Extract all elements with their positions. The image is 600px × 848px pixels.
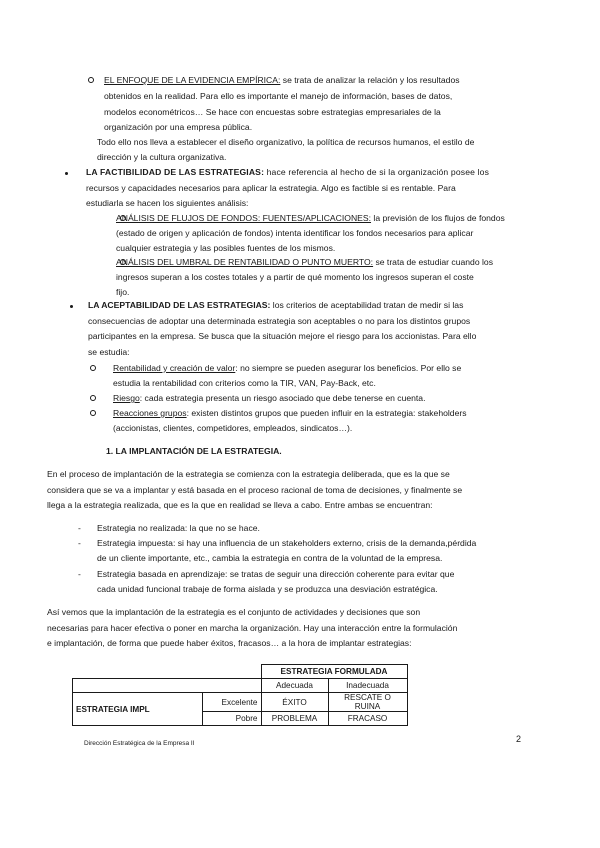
text-line: fijo.	[116, 287, 130, 297]
table-cell: RESCATE O RUINA	[328, 693, 407, 712]
acceptability-title: LA ACEPTABILIDAD DE LAS ESTRATEGIAS:	[88, 300, 271, 310]
text-line: : no siempre se pueden asegurar los beneficios. Por ello se	[235, 363, 462, 373]
text-line: necesarias para hacer efectiva o poner en marcha la organización. Hay una interacción entre la formulación	[47, 623, 458, 633]
text-line: (estado de origen y aplicación de fondos) intenta identificar los fondos necesarios para aplicar	[116, 228, 474, 238]
dash-marker: -	[78, 523, 81, 533]
circle-bullet-icon	[88, 73, 94, 89]
text-line: recursos y capacidades necesarios para aplicar la estrategia. Algo es factible si es rentable. Para	[86, 183, 456, 193]
circle-bullet-icon	[90, 391, 96, 407]
inadequate-header: Inadecuada	[328, 679, 407, 693]
section-heading: 1. LA IMPLANTACIÓN DE LA ESTRATEGIA.	[106, 446, 282, 456]
profitability-line	[113, 361, 461, 377]
text-line: : existen distintos grupos que pueden influir en la estrategia: stakeholders	[186, 408, 467, 418]
table-cell: ÉXITO	[261, 693, 328, 712]
text-line: estudia la rentabilidad con criterios como la TIR, VAN, Pay-Back, etc.	[113, 378, 376, 388]
group-reactions-line	[113, 406, 467, 422]
text-line: En el proceso de implantación de la estrategia se comienza con la estrategia deliberada, que es la que se	[47, 469, 450, 479]
text-line: se estudia:	[88, 347, 130, 357]
text-line: cualquier estrategia y las posibles fuentes de los mismos.	[116, 243, 336, 253]
feasibility-title: LA FACTIBILIDAD DE LAS ESTRATEGIAS:	[86, 167, 265, 177]
text-line: Estrategia impuesta: si hay una influencia de un stakeholders externo, crisis de la demanda,pérdida	[97, 538, 477, 548]
breakeven-title: ANÁLISIS DEL UMBRAL DE RENTABILIDAD O PUNTO MUERTO:	[116, 257, 374, 267]
text-line: llega a la estrategia realizada, que es la que en realidad se lleva a cabo. Entre ambas se encuentran:	[47, 500, 433, 510]
text-line: Estrategia basada en aprendizaje: se tratas de seguir una dirección coherente para evitar que	[97, 569, 455, 579]
poor-row-label: Pobre	[203, 712, 262, 726]
text-line: Así vemos que la implantación de la estrategia es el conjunto de actividades y decisiones que son	[47, 607, 421, 617]
page-number: 2	[516, 734, 522, 744]
implemented-header: ESTRATEGIA IMPL	[73, 693, 203, 726]
circle-bullet-icon	[90, 361, 96, 377]
bullet-dot-icon	[70, 298, 73, 314]
text-line: (accionistas, clientes, competidores, empleados, sindicatos…).	[113, 423, 353, 433]
text-line: Estrategia no realizada: la que no se hace.	[97, 523, 260, 533]
footer-text: Dirección Estratégica de la Empresa II	[84, 740, 195, 747]
text-line: hace referencia al hecho de si la organización posee los	[264, 167, 490, 177]
text-line: se trata de analizar la relación y los resultados	[280, 75, 460, 85]
table-cell: FRACASO	[328, 712, 407, 726]
text-line: de un cliente importante, etc., cambia la estrategia en contra de la voluntad de la empresa.	[97, 553, 443, 563]
text-line: dirección y la cultura organizativa.	[97, 152, 227, 162]
text-line: Todo ello nos lleva a establecer el diseño organizativo, la política de recursos humanos, el estilo de	[97, 137, 475, 147]
excellent-row-label: Excelente	[203, 693, 262, 712]
empirical-approach-title: EL ENFOQUE DE LA EVIDENCIA EMPÍRICA:	[104, 75, 281, 85]
empirical-approach-line	[104, 73, 460, 89]
text-line: cada unidad funcional trabaje de forma aislada y se produzca una desviación estratégica.	[97, 584, 438, 594]
dash-marker: -	[78, 569, 81, 579]
table-cell: PROBLEMA	[261, 712, 328, 726]
formulated-header: ESTRATEGIA FORMULADA	[261, 665, 407, 679]
text-line: : cada estrategia presenta un riesgo asociado que debe tenerse en cuenta.	[139, 393, 426, 403]
group-reactions-title: Reacciones grupos	[113, 408, 187, 418]
profitability-title: Rentabilidad y creación de valor	[113, 363, 236, 373]
text-line: se trata de estudiar cuando los	[373, 257, 493, 267]
risk-title: Riesgo	[113, 393, 140, 403]
breakeven-line	[116, 255, 493, 271]
text-line: los criterios de aceptabilidad tratan de medir si las	[270, 300, 464, 310]
risk-line	[113, 391, 425, 407]
text-line: e implantación, de forma que puede haber éxitos, fracasos… a la hora de implantar estrategias:	[47, 638, 412, 648]
text-line: la previsión de los flujos de fondos	[371, 213, 505, 223]
text-line: considera que se va a implantar y está basada en el proceso racional de toma de decisiones, y finalmente se	[47, 485, 463, 495]
feasibility-line	[86, 165, 489, 181]
bullet-dot-icon	[65, 165, 68, 181]
adequate-header: Adecuada	[261, 679, 328, 693]
text-line: consecuencias de adoptar una determinada estrategia son aceptables o no para los distintos grupos	[88, 316, 471, 326]
funds-flow-title: ANÁLISIS DE FLUJOS DE FONDOS: FUENTES/APLICACIONES:	[116, 213, 372, 223]
dash-marker: -	[78, 538, 81, 548]
text-line: modelos econométricos… Se hace con encuestas sobre estrategias empresariales de la	[104, 107, 441, 117]
strategy-table	[72, 664, 408, 726]
funds-flow-line	[116, 211, 505, 227]
text-line: organización por una empresa pública.	[104, 122, 253, 132]
circle-bullet-icon	[90, 406, 96, 422]
text-line: estudiarla se hacen los siguientes análisis:	[86, 198, 249, 208]
text-line: ingresos superan a los costes totales y a partir de qué momento los ingresos superan el coste	[116, 272, 474, 282]
text-line: obtenidos en la realidad. Para ello es importante el manejo de información, bases de datos,	[104, 91, 453, 101]
acceptability-line	[88, 298, 463, 314]
text-line: participantes en la empresa. Se busca que la situación mejore el riesgo para los accionistas. Para ello	[88, 331, 477, 341]
